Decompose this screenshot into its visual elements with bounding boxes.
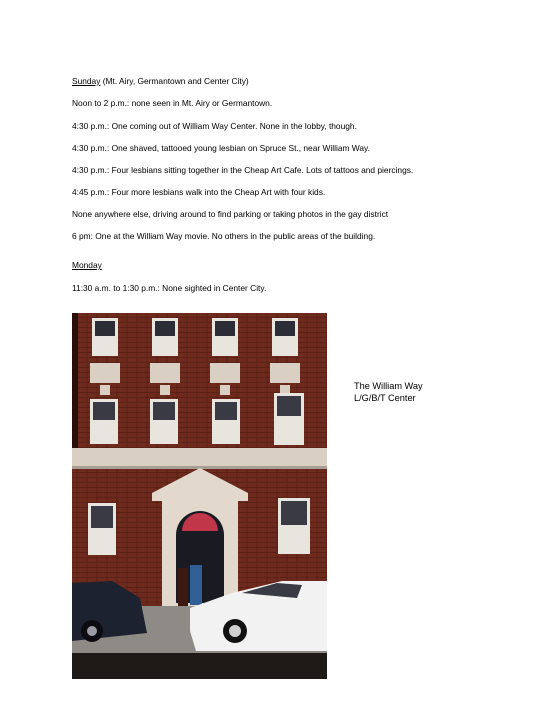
entry-monday-center-city: 11:30 a.m. to 1:30 p.m.: None sighted in Center City. [72,283,267,293]
sunday-subheading: (Mt. Airy, Germantown and Center City) [100,76,249,86]
sunday-heading: Sunday [72,76,101,86]
person-figure [178,568,188,606]
building-photo [72,313,327,679]
person-figure [190,565,202,605]
entry-6pm-movie: 6 pm: One at the William Way movie. No others in the public areas of the building. [72,231,376,241]
entry-430-cheap-art: 4:30 p.m.: Four lesbians sitting together in the Cheap Art Cafe. Lots of tattoos and piercings. [72,165,414,175]
entry-430-william-way: 4:30 p.m.: One coming out of William Way Center. None in the lobby, though. [72,121,357,131]
sunday-heading-line [72,76,249,87]
entry-430-spruce: 4:30 p.m.: One shaved, tattooed young lesbian on Spruce St., near William Way. [72,143,370,153]
building-photo-illustration [72,313,327,679]
entry-none-elsewhere: None anywhere else, driving around to find parking or taking photos in the gay district [72,209,389,219]
entry-noon: Noon to 2 p.m.: none seen in Mt. Airy or Germantown. [72,98,273,108]
monday-heading: Monday [72,260,102,270]
entry-445-cheap-art: 4:45 p.m.: Four more lesbians walk into the Cheap Art with four kids. [72,187,326,197]
stone-cornice [72,448,327,466]
photo-caption: The William Way L/G/B/T Center [354,381,423,403]
